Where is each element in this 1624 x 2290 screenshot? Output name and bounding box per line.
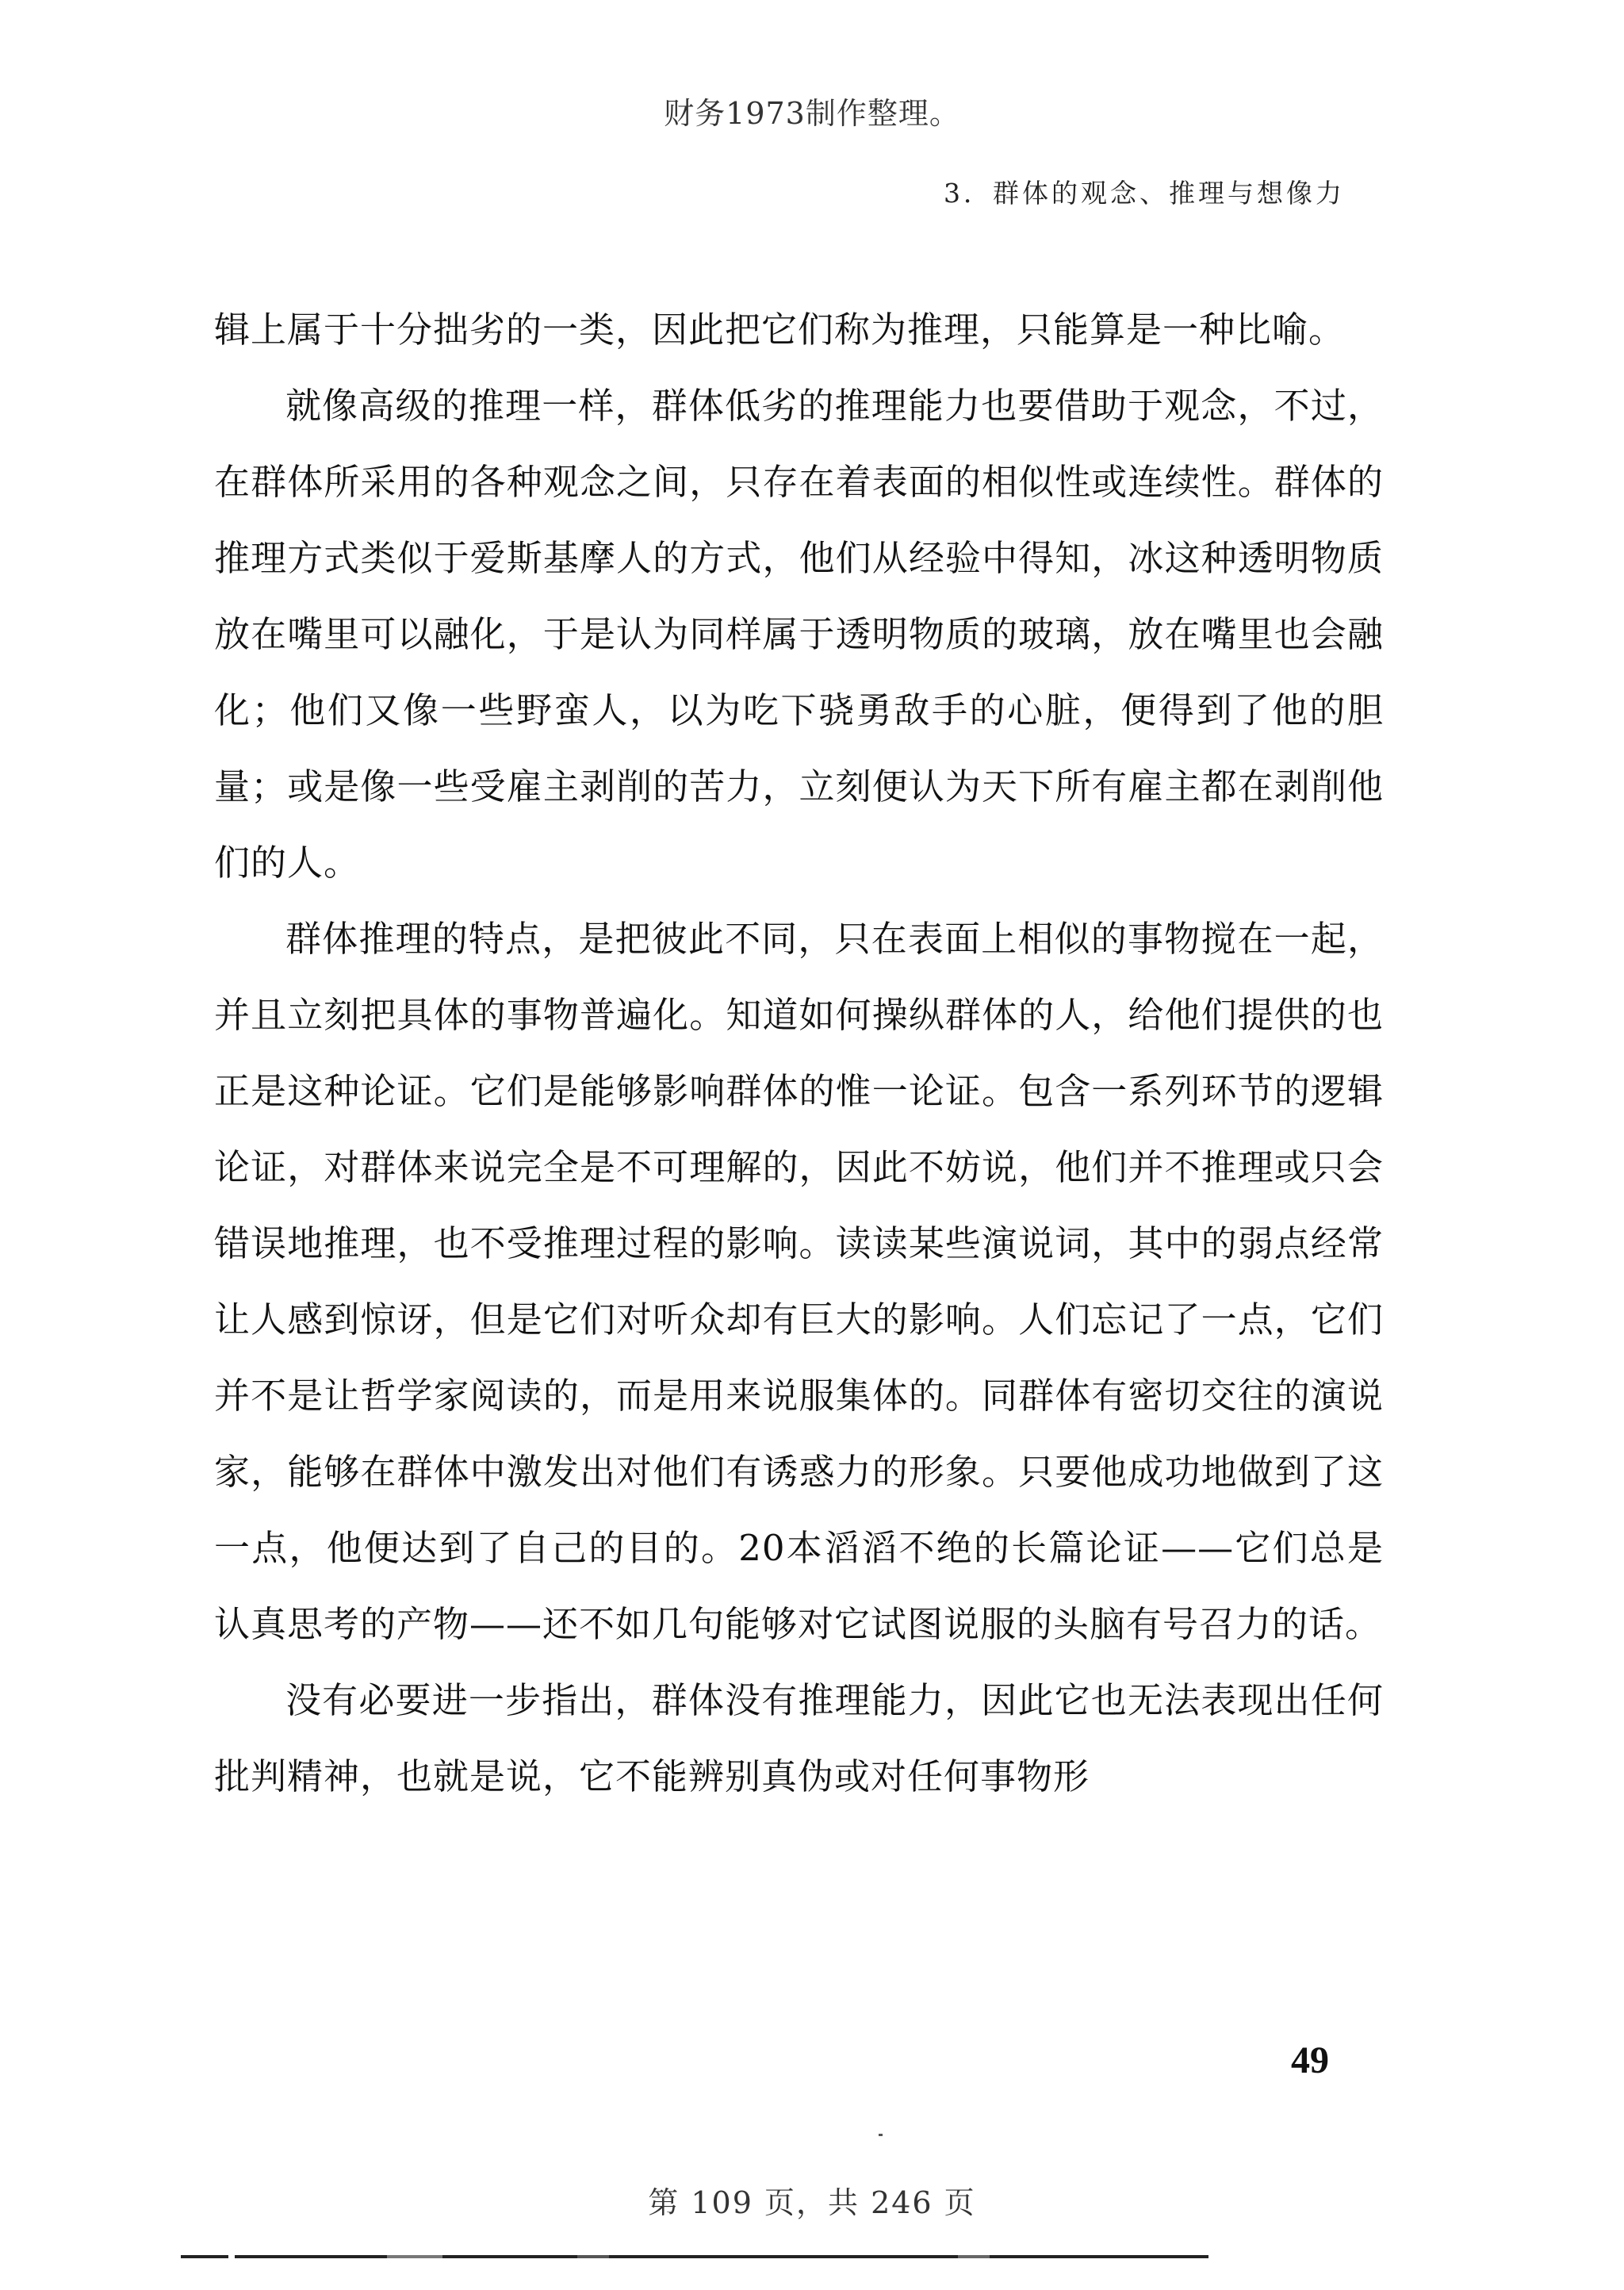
paragraph: 就像高级的推理一样，群体低劣的推理能力也要借助于观念，不过，在群体所采用的各种观念之间，只存在着表面的相似性或连续性。群体的推理方式类似于爱斯基摩人的方式，他们从经验中得知，冰这种透明物质放在嘴里可以融化，于是认为同样属于透明物质的玻璃，放在嘴里也会融化；他们又像一些野蛮人，以为吃下骁勇敌手的心脏，便得到了他的胆量；或是像一些受雇主剥削的苦力，立刻便认为天下所有雇主都在剥削他们的人。	[214, 385, 1384, 884]
paragraph: 没有必要进一步指出，群体没有推理能力，因此它也无法表现出任何批判精神，也就是说，它不能辨别真伪或对任何事物形	[214, 1679, 1384, 1797]
running-head: 3．群体的观念、推理与想像力	[944, 178, 1345, 209]
body-text	[214, 292, 1384, 1815]
page-footer: 第 109 页，共 246 页	[648, 2185, 976, 2220]
watermark-text: 财务1973制作整理。	[664, 96, 960, 131]
page-number: 49	[1291, 2039, 1329, 2081]
paragraph-continuation: 辑上属于十分拙劣的一类，因此把它们称为推理，只能算是一种比喻。	[214, 309, 1346, 351]
scan-speck	[879, 2134, 883, 2136]
bottom-rule	[181, 2255, 1208, 2258]
paragraph: 群体推理的特点，是把彼此不同，只在表面上相似的事物搅在一起，并且立刻把具体的事物普遍化。知道如何操纵群体的人，给他们提供的也正是这种论证。它们是能够影响群体的惟一论证。包含一系列环节的逻辑论证，对群体来说完全是不可理解的，因此不妨说，他们并不推理或只会错误地推理，也不受推理过程的影响。读读某些演说词，其中的弱点经常让人感到惊讶，但是它们对听众却有巨大的影响。人们忘记了一点，它们并不是让哲学家阅读的，而是用来说服集体的。同群体有密切交往的演说家，能够在群体中激发出对他们有诱惑力的形象。只要他成功地做到了这一点，他便达到了自己的目的。20本滔滔不绝的长篇论证——它们总是认真思考的产物——还不如几句能够对它试图说服的头脑有号召力的话。	[214, 918, 1384, 1645]
